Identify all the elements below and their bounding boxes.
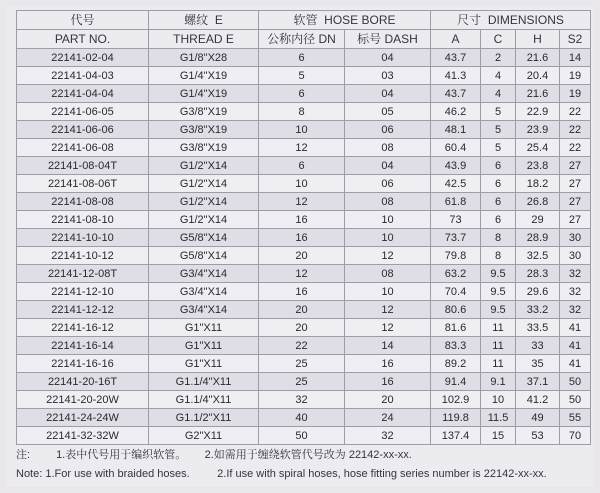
table-row [17,301,591,319]
thread-cell: G1.1/4"X11 [149,391,259,409]
dn-cell: 5 [259,67,345,85]
note-en-1: Note: 1.For use with braided hoses. [16,468,190,480]
thread-cell: G1"X11 [149,337,259,355]
col-s2-header: S2 [560,30,591,49]
thread-cell: G1/4"X19 [149,85,259,103]
part-no-cell: 22141-08-06T [17,175,149,193]
dim-a-cell: 102.9 [431,391,481,409]
dim-a-cell: 60.4 [431,139,481,157]
thread-cell: G1"X11 [149,319,259,337]
dim-h-cell: 53 [516,427,560,445]
part-no-header: PART NO. [17,30,149,49]
thread-cell: G3/4"X14 [149,265,259,283]
part-no-cell: 22141-16-12 [17,319,149,337]
dn-cell: 22 [259,337,345,355]
thread-cell: G1/4"X19 [149,67,259,85]
thread-cell: G5/8"X14 [149,229,259,247]
dim-s2-cell: 27 [560,157,591,175]
dash-cell: 24 [345,409,431,427]
dim-c-cell: 5 [481,139,516,157]
dash-cell: 06 [345,175,431,193]
dash-cell: 04 [345,85,431,103]
dn-header: 公称内径 DN [259,30,345,49]
dash-cell: 03 [345,67,431,85]
table-row [17,193,591,211]
thread-cell: G3/8"X19 [149,139,259,157]
hose-bore-header-en: HOSE BORE [324,13,396,27]
part-no-cell: 22141-20-20W [17,391,149,409]
dim-a-cell: 81.6 [431,319,481,337]
dim-a-cell: 119.8 [431,409,481,427]
thread-cell: G1"X11 [149,355,259,373]
dn-cell: 50 [259,427,345,445]
dim-a-cell: 73.7 [431,229,481,247]
table-row [17,211,591,229]
table-row [17,247,591,265]
dim-a-cell: 43.7 [431,49,481,67]
dn-cell: 10 [259,175,345,193]
thread-cell: G3/8"X19 [149,121,259,139]
dn-cell: 10 [259,121,345,139]
dim-a-cell: 43.9 [431,157,481,175]
dim-h-cell: 22.9 [516,103,560,121]
dim-a-cell: 83.3 [431,337,481,355]
fitting-spec-table [16,10,591,445]
col-h-header: H [516,30,560,49]
dim-h-cell: 37.1 [516,373,560,391]
dn-cell: 25 [259,355,345,373]
dim-a-cell: 41.3 [431,67,481,85]
dim-s2-cell: 27 [560,193,591,211]
thread-header: THREAD E [149,30,259,49]
dash-cell: 06 [345,121,431,139]
part-no-cell: 22141-12-10 [17,283,149,301]
dash-cell: 16 [345,355,431,373]
dim-c-cell: 10 [481,391,516,409]
dim-h-cell: 18.2 [516,175,560,193]
dim-a-cell: 137.4 [431,427,481,445]
dim-a-cell: 63.2 [431,265,481,283]
dash-cell: 04 [345,49,431,67]
dn-cell: 6 [259,85,345,103]
dn-cell: 20 [259,319,345,337]
part-header-cn: 代号 [17,11,149,30]
table-header [17,11,591,49]
dash-cell: 10 [345,229,431,247]
dimensions-header-cn: 尺寸 [457,13,482,27]
dim-h-cell: 33 [516,337,560,355]
dn-cell: 12 [259,265,345,283]
dn-cell: 16 [259,211,345,229]
thread-cell: G3/8"X19 [149,103,259,121]
table-row [17,175,591,193]
notes [16,446,590,484]
part-no-cell: 22141-08-10 [17,211,149,229]
thread-cell: G2"X11 [149,427,259,445]
table-row [17,139,591,157]
dash-cell: 10 [345,283,431,301]
dim-h-cell: 21.6 [516,49,560,67]
thread-cell: G1.1/4"X11 [149,373,259,391]
dim-c-cell: 15 [481,427,516,445]
dash-cell: 08 [345,139,431,157]
dash-cell: 14 [345,337,431,355]
dimensions-header [431,11,591,30]
dim-c-cell: 4 [481,67,516,85]
table-row [17,283,591,301]
dim-h-cell: 20.4 [516,67,560,85]
dim-s2-cell: 22 [560,121,591,139]
dash-cell: 12 [345,247,431,265]
dash-cell: 20 [345,391,431,409]
dim-a-cell: 43.7 [431,85,481,103]
dim-s2-cell: 55 [560,409,591,427]
dn-cell: 20 [259,301,345,319]
dash-header: 标号 DASH [345,30,431,49]
dim-h-cell: 35 [516,355,560,373]
spec-sheet [6,6,594,487]
part-no-cell: 22141-06-06 [17,121,149,139]
dn-cell: 6 [259,157,345,175]
dim-a-cell: 80.6 [431,301,481,319]
dim-s2-cell: 27 [560,175,591,193]
dash-cell: 12 [345,319,431,337]
dim-a-cell: 79.8 [431,247,481,265]
notes-cn [16,446,590,465]
dim-h-cell: 26.8 [516,193,560,211]
col-c-header: C [481,30,516,49]
thread-cell: G1.1/2"X11 [149,409,259,427]
dim-c-cell: 6 [481,211,516,229]
dim-h-cell: 25.4 [516,139,560,157]
dim-h-cell: 32.5 [516,247,560,265]
dim-s2-cell: 41 [560,319,591,337]
table-row [17,373,591,391]
part-no-cell: 22141-08-08 [17,193,149,211]
table-row [17,427,591,445]
part-no-cell: 22141-06-08 [17,139,149,157]
dash-cell: 08 [345,193,431,211]
thread-cell: G3/4"X14 [149,301,259,319]
col-a-header: A [431,30,481,49]
thread-header-cn [149,11,259,30]
dimensions-header-en: DIMENSIONS [487,13,564,27]
part-no-cell: 22141-08-04T [17,157,149,175]
dim-s2-cell: 14 [560,49,591,67]
dim-c-cell: 9.5 [481,301,516,319]
part-no-cell: 22141-06-05 [17,103,149,121]
part-no-cell: 22141-24-24W [17,409,149,427]
dash-cell: 32 [345,427,431,445]
dim-c-cell: 5 [481,121,516,139]
dn-cell: 20 [259,247,345,265]
dim-h-cell: 29.6 [516,283,560,301]
dim-s2-cell: 70 [560,427,591,445]
dim-s2-cell: 50 [560,373,591,391]
table-row [17,355,591,373]
dn-cell: 32 [259,391,345,409]
thread-cell: G1/2"X14 [149,211,259,229]
dim-a-cell: 42.5 [431,175,481,193]
dim-h-cell: 41.2 [516,391,560,409]
dim-s2-cell: 27 [560,211,591,229]
dim-s2-cell: 41 [560,355,591,373]
hose-bore-header [259,11,431,30]
dim-c-cell: 6 [481,175,516,193]
thread-cell: G1/8"X28 [149,49,259,67]
dash-cell: 04 [345,157,431,175]
dim-c-cell: 6 [481,193,516,211]
note-cn-2: 2.如需用于缠绕软管代号改为 22142-xx-xx. [204,449,412,461]
dim-s2-cell: 30 [560,229,591,247]
dim-h-cell: 29 [516,211,560,229]
part-no-cell: 22141-16-16 [17,355,149,373]
dim-a-cell: 70.4 [431,283,481,301]
part-no-cell: 22141-32-32W [17,427,149,445]
dim-s2-cell: 32 [560,283,591,301]
table-row [17,85,591,103]
dim-h-cell: 28.9 [516,229,560,247]
table-row [17,49,591,67]
thread-cell: G5/8"X14 [149,247,259,265]
dim-h-cell: 33.5 [516,319,560,337]
table-row [17,229,591,247]
part-no-cell: 22141-02-04 [17,49,149,67]
thread-cell: G3/4"X14 [149,283,259,301]
table-body [17,49,591,445]
dim-a-cell: 89.2 [431,355,481,373]
dn-cell: 25 [259,373,345,391]
thread-cell: G1/2"X14 [149,193,259,211]
dim-s2-cell: 19 [560,67,591,85]
table-row [17,265,591,283]
dn-cell: 12 [259,139,345,157]
part-no-cell: 22141-20-16T [17,373,149,391]
table-row [17,103,591,121]
part-no-cell: 22141-12-08T [17,265,149,283]
thread-header-cn-text: 螺纹 [184,13,209,27]
dn-cell: 8 [259,103,345,121]
dim-s2-cell: 41 [560,337,591,355]
dim-s2-cell: 32 [560,265,591,283]
thread-cell: G1/2"X14 [149,157,259,175]
dim-c-cell: 2 [481,49,516,67]
table-row [17,67,591,85]
dim-s2-cell: 22 [560,139,591,157]
notes-cn-prefix: 注: [16,449,31,461]
dim-c-cell: 8 [481,229,516,247]
note-en-2: 2.If use with spiral hoses, hose fitting series number is 22142-xx-xx. [217,468,547,480]
thread-header-e: E [214,13,223,27]
dim-s2-cell: 19 [560,85,591,103]
dim-h-cell: 23.8 [516,157,560,175]
dim-a-cell: 91.4 [431,373,481,391]
table-row [17,319,591,337]
dim-a-cell: 61.8 [431,193,481,211]
dim-a-cell: 46.2 [431,103,481,121]
dim-h-cell: 21.6 [516,85,560,103]
dash-cell: 16 [345,373,431,391]
table-row [17,337,591,355]
dim-s2-cell: 30 [560,247,591,265]
dim-h-cell: 49 [516,409,560,427]
dim-c-cell: 8 [481,247,516,265]
dim-s2-cell: 22 [560,103,591,121]
part-no-cell: 22141-04-04 [17,85,149,103]
part-no-cell: 22141-04-03 [17,67,149,85]
dash-cell: 12 [345,301,431,319]
dn-cell: 12 [259,193,345,211]
dn-cell: 16 [259,283,345,301]
dim-c-cell: 6 [481,157,516,175]
dim-c-cell: 5 [481,103,516,121]
dim-c-cell: 9.1 [481,373,516,391]
dim-c-cell: 4 [481,85,516,103]
table-row [17,391,591,409]
dn-cell: 16 [259,229,345,247]
dash-cell: 08 [345,265,431,283]
part-no-cell: 22141-16-14 [17,337,149,355]
thread-cell: G1/2"X14 [149,175,259,193]
dim-a-cell: 73 [431,211,481,229]
notes-en [16,465,590,484]
dim-c-cell: 9.5 [481,283,516,301]
dim-h-cell: 33.2 [516,301,560,319]
dim-c-cell: 11 [481,337,516,355]
table-row [17,121,591,139]
dim-s2-cell: 50 [560,391,591,409]
dim-c-cell: 9.5 [481,265,516,283]
dash-cell: 10 [345,211,431,229]
part-no-cell: 22141-10-12 [17,247,149,265]
table-row [17,409,591,427]
dim-h-cell: 23.9 [516,121,560,139]
dim-a-cell: 48.1 [431,121,481,139]
dim-c-cell: 11 [481,355,516,373]
dash-cell: 05 [345,103,431,121]
dim-c-cell: 11.5 [481,409,516,427]
dim-c-cell: 11 [481,319,516,337]
hose-bore-header-cn: 软管 [293,13,318,27]
part-no-cell: 22141-12-12 [17,301,149,319]
note-cn-1: 1.表中代号用于编织软管。 [56,449,187,461]
part-no-cell: 22141-10-10 [17,229,149,247]
dn-cell: 6 [259,49,345,67]
dim-h-cell: 28.3 [516,265,560,283]
table-row [17,157,591,175]
dim-s2-cell: 32 [560,301,591,319]
dn-cell: 40 [259,409,345,427]
